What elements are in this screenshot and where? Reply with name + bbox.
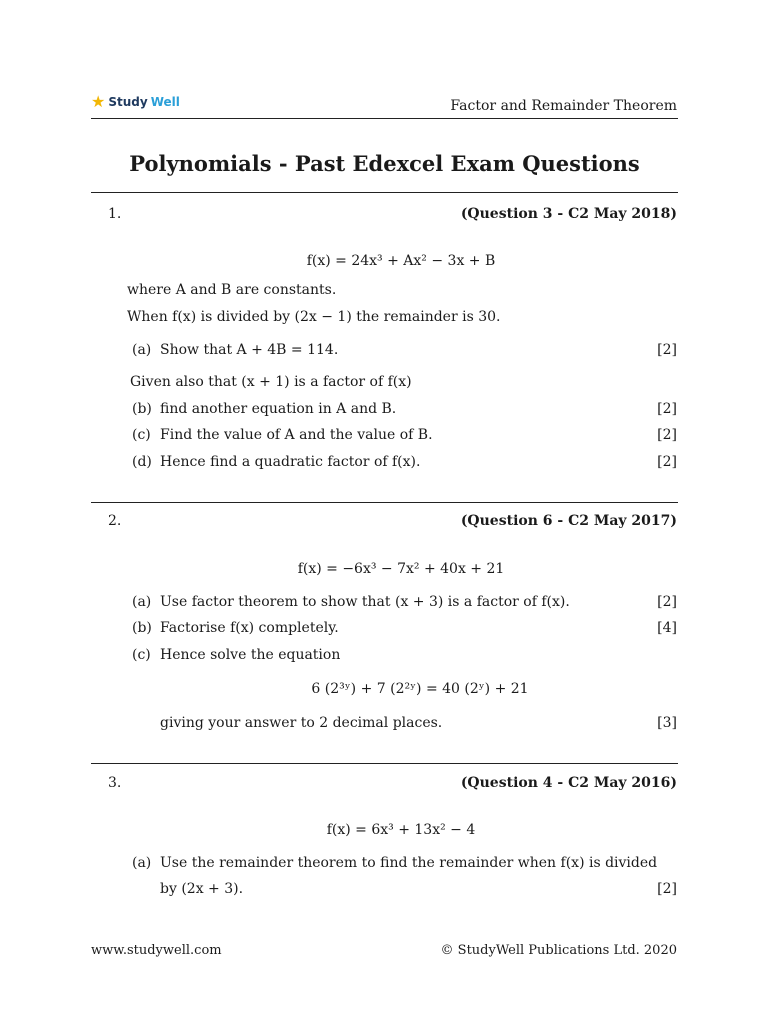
question-2-sub-text: giving your answer to 2 decimal places. <box>160 715 443 731</box>
question-3-part-a-label: (a) <box>132 855 152 871</box>
question-2-rule <box>91 763 678 764</box>
question-2-sub-marks: [3] <box>657 715 677 731</box>
question-3-number: 3. <box>108 775 122 791</box>
question-3-source: (Question 4 - C2 May 2016) <box>460 775 677 791</box>
question-2-equation: f(x) = −6x³ − 7x² + 40x + 21 <box>297 561 505 577</box>
question-1-part-a-text: Show that A + 4B = 114. <box>160 342 339 358</box>
question-1-part-c-marks: [2] <box>657 427 677 443</box>
question-2-part-c-label: (c) <box>132 647 151 663</box>
question-2-source: (Question 6 - C2 May 2017) <box>460 513 677 529</box>
question-2-part-c-text: Hence solve the equation <box>160 647 341 663</box>
question-1-rule <box>91 502 678 503</box>
question-2-part-a-text: Use factor theorem to show that (x + 3) is a factor of f(x). <box>160 594 570 610</box>
question-3-equation: f(x) = 6x³ + 13x² − 4 <box>326 822 476 838</box>
question-3-part-a-text: Use the remainder theorem to find the remainder when f(x) is divided <box>160 855 658 871</box>
question-1-part-b-text: find another equation in A and B. <box>160 401 397 417</box>
question-1-part-c-text: Find the value of A and the value of B. <box>160 427 433 443</box>
question-1-line-1: where A and B are constants. <box>127 282 337 298</box>
question-1-given: Given also that (x + 1) is a factor of f(x) <box>130 374 412 390</box>
footer-copyright: © StudyWell Publications Ltd. 2020 <box>440 943 677 958</box>
question-2-part-b-label: (b) <box>132 620 152 636</box>
question-3-part-a-marks: [2] <box>657 881 677 897</box>
question-1-part-b-label: (b) <box>132 401 152 417</box>
title-rule <box>91 192 678 193</box>
question-2-sub-equation: 6 (2³ʸ) + 7 (2²ʸ) = 40 (2ʸ) + 21 <box>311 681 529 697</box>
question-2-part-b-text: Factorise f(x) completely. <box>160 620 339 636</box>
question-1-part-b-marks: [2] <box>657 401 677 417</box>
question-1-part-d-text: Hence find a quadratic factor of f(x). <box>160 454 421 470</box>
question-2-part-b-marks: [4] <box>657 620 677 636</box>
question-2-part-a-label: (a) <box>132 594 152 610</box>
question-1-part-a-marks: [2] <box>657 342 677 358</box>
header-title: Factor and Remainder Theorem <box>450 98 677 114</box>
studywell-logo <box>91 92 180 112</box>
question-2-part-a-marks: [2] <box>657 594 677 610</box>
logo-study-text: Study <box>108 95 148 109</box>
question-1-part-c-label: (c) <box>132 427 151 443</box>
question-1-part-d-marks: [2] <box>657 454 677 470</box>
logo-well-text: Well <box>150 95 180 109</box>
question-3-part-a-text-2: by (2x + 3). <box>160 881 244 897</box>
star-icon: ★ <box>91 92 106 111</box>
question-1-source: (Question 3 - C2 May 2018) <box>460 206 677 222</box>
footer-website-link[interactable]: www.studywell.com <box>91 943 222 958</box>
question-2-number: 2. <box>108 513 122 529</box>
page-title: Polynomials - Past Edexcel Exam Questions <box>129 151 640 176</box>
question-1-number: 1. <box>108 206 122 222</box>
question-1-part-a-label: (a) <box>132 342 152 358</box>
question-1-equation: f(x) = 24x³ + Ax² − 3x + B <box>306 253 496 269</box>
header-rule <box>91 118 678 119</box>
question-1-line-2: When f(x) is divided by (2x − 1) the remainder is 30. <box>127 309 501 325</box>
question-1-part-d-label: (d) <box>132 454 152 470</box>
